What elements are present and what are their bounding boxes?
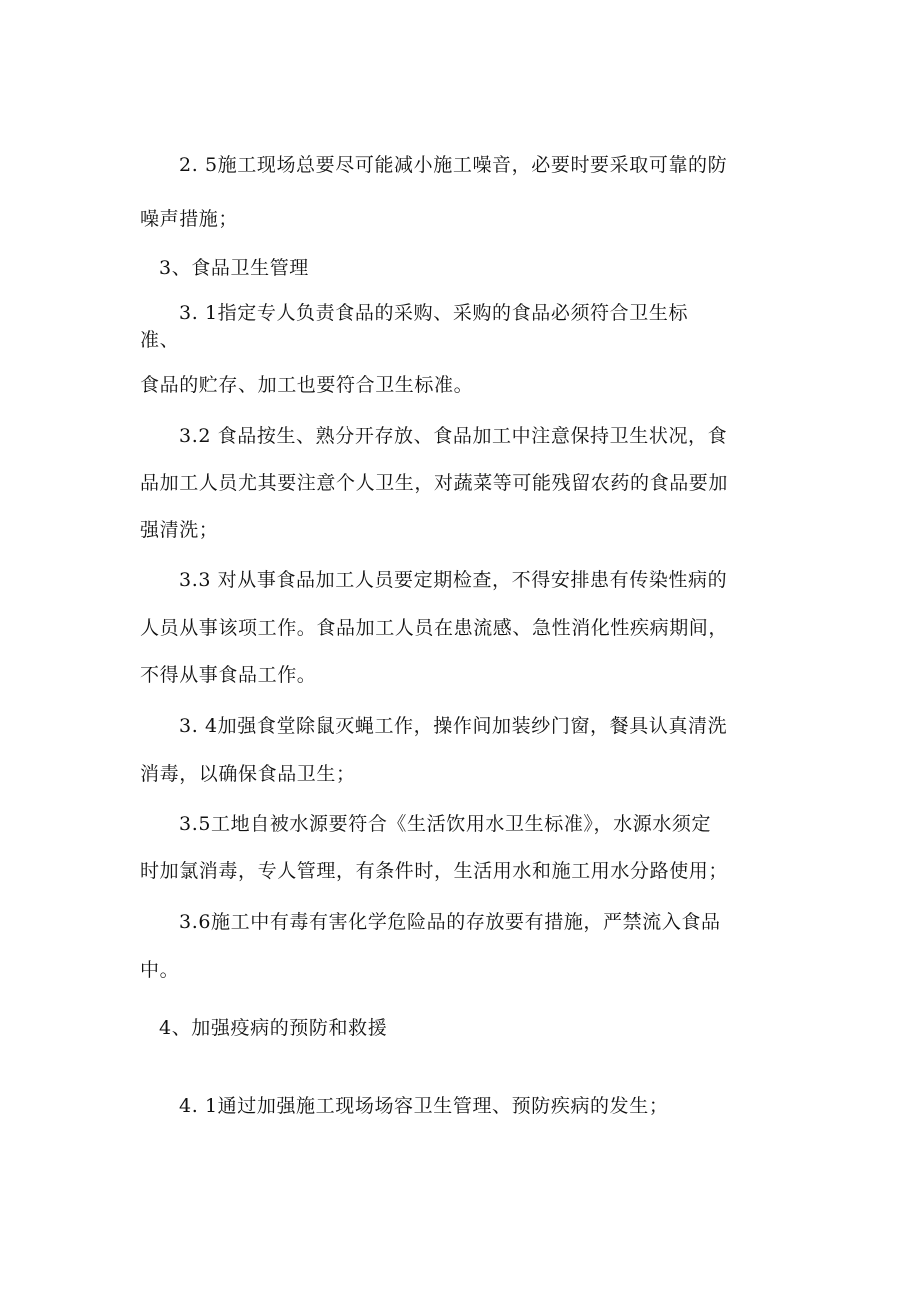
text-line-2-5-cont: 噪声措施； [140, 208, 239, 230]
text-line-3-5: 3.5工地自被水源要符合《生活饮用水卫生标准》，水源水须定 [179, 813, 712, 835]
text-line-3-3: 3.3 对从事食品加工人员要定期检查，不得安排患有传染性病的 [179, 569, 728, 591]
text-line-3-6-cont: 中。 [140, 959, 180, 981]
text-line-3-1-cont-a: 准、 [140, 329, 180, 351]
text-line-3-4: 3. 4加强食堂除鼠灭蝇工作，操作间加装纱门窗，餐具认真清洗 [179, 715, 728, 737]
text-line-3-1: 3. 1指定专人负责食品的采购、采购的食品必须符合卫生标 [179, 302, 689, 324]
text-line-3-3-cont-a: 人员从事该项工作。食品加工人员在患流感、急性消化性疾病期间， [140, 617, 729, 639]
heading-disease-prevention: 4、加强疫病的预防和救援 [159, 1017, 388, 1039]
text-line-4-1: 4. 1通过加强施工现场场容卫生管理、预防疾病的发生； [179, 1095, 669, 1117]
text-line-3-4-cont: 消毒，以确保食品卫生； [140, 763, 356, 785]
text-line-3-2-cont-b: 强清洗； [140, 519, 219, 541]
text-line-3-3-cont-b: 不得从事食品工作。 [140, 664, 317, 686]
text-line-3-6: 3.6施工中有毒有害化学危险品的存放要有措施，严禁流入食品 [179, 911, 721, 933]
text-line-2-5-noise: 2. 5施工现场总要尽可能减小施工噪音，必要时要采取可靠的防 [179, 154, 728, 176]
text-line-3-2: 3.2 食品按生、熟分开存放、食品加工中注意保持卫生状况，食 [179, 425, 728, 447]
text-line-3-1-cont-b: 食品的贮存、加工也要符合卫生标准。 [140, 374, 474, 396]
text-line-3-2-cont-a: 品加工人员尤其要注意个人卫生，对蔬菜等可能残留农药的食品要加 [140, 472, 729, 494]
text-line-3-5-cont: 时加氯消毒，专人管理，有条件时，生活用水和施工用水分路使用； [140, 860, 729, 882]
heading-food-hygiene: 3、食品卫生管理 [159, 257, 309, 279]
